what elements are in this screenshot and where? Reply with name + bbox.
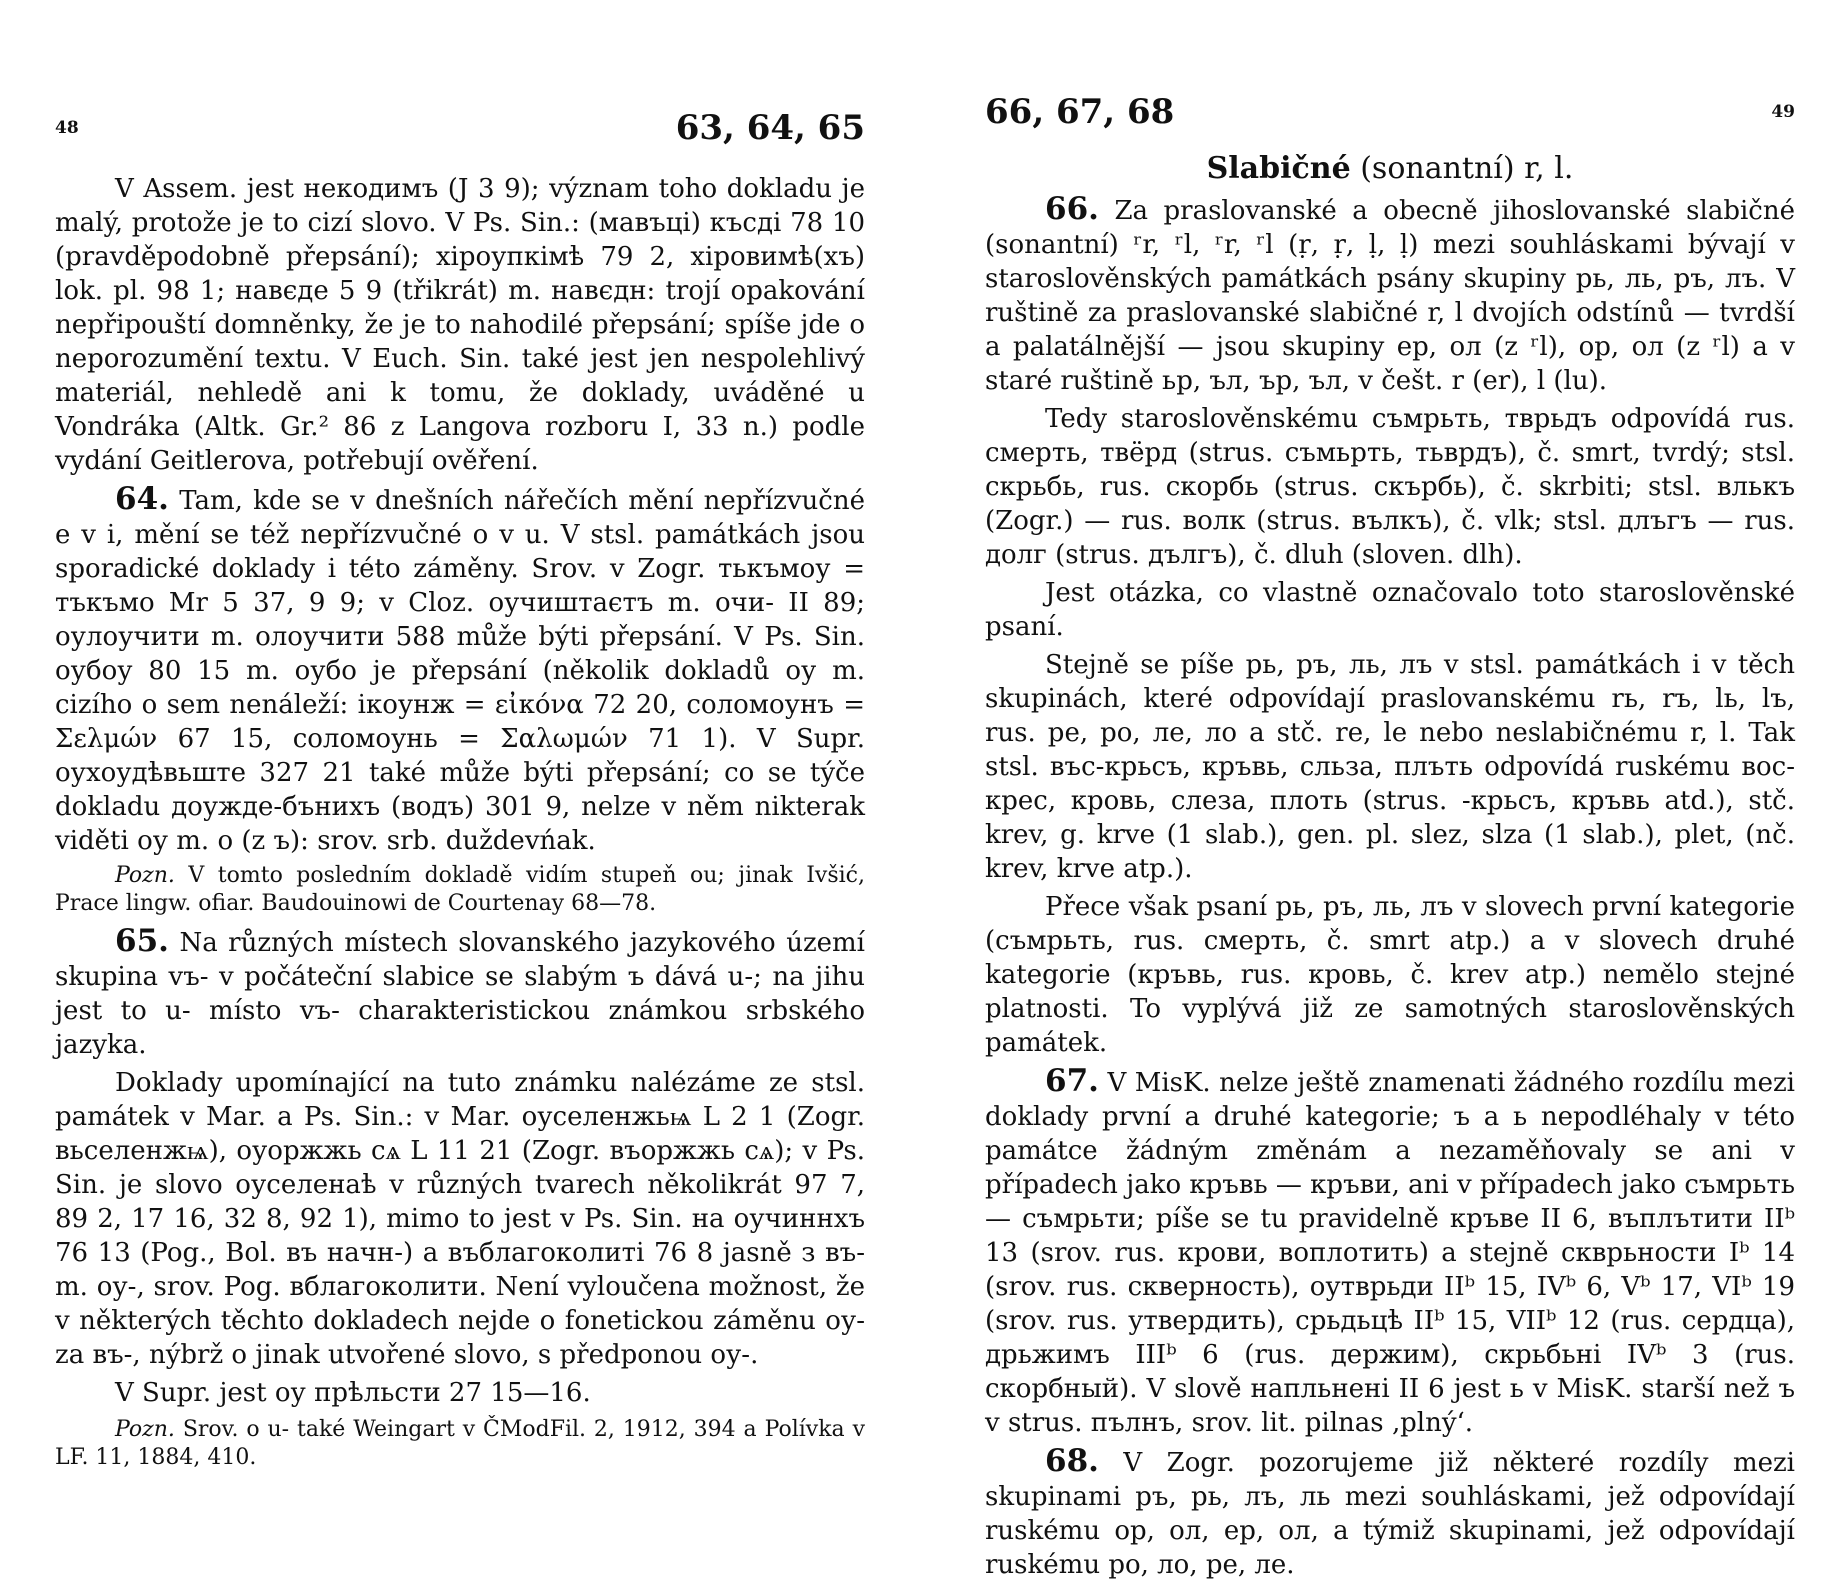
paragraph-67 xyxy=(985,1064,1795,1440)
paragraph-65-supr xyxy=(55,1376,865,1410)
section-number-65: 65. xyxy=(115,923,169,959)
paragraph-65-doklady xyxy=(55,1066,865,1372)
paragraph-66-tedy xyxy=(985,402,1795,572)
note-text: Srov. o u- také Weingart v ČModFil. 2, 1912, 394 a Polívka v LF. 11, 1884, 410. xyxy=(55,1417,865,1470)
paragraph-63-continued xyxy=(55,172,865,478)
heading-rest: (sonantní) r, l. xyxy=(1360,151,1574,186)
heading-bold: Slabičné xyxy=(1206,151,1351,186)
right-section-numbers: 66, 67, 68 xyxy=(985,92,1175,132)
paragraph-66-prece xyxy=(985,890,1795,1060)
paragraph-66-otazka xyxy=(985,576,1795,644)
note-label: Pozn. xyxy=(115,1417,175,1442)
paragraph-text: Stejně se píše рь, ръ, ль, лъ v stsl. památkách i v těch skupinách, které odpovídají praslovanskému rь, rъ, lь, lъ, rus. ре, ро, ле, ло a stč. re, le nebo neslabičnému r, l. Tak stsl. въс-крьсъ, кръвь, сльза, плъть odpovídá ruskému вос-крес, кровь, слеза, плоть (strus. -крьсъ, кръвь atd.), stč. krev, g. krve (1 slab.), gen. pl. slez, slza (1 slab.), plet, (nč. krev, krve atp.). xyxy=(985,650,1795,884)
paragraph-text: V Supr. jest оу прѣльсти 27 15—16. xyxy=(115,1378,591,1408)
paragraph-text: Přece však psaní рь, ръ, ль, лъ v slovech první kategorie (съмрьть, rus. смерть, č. smrt atp.) a v slovech druhé kategorie (кръвь, rus. кровь, č. krev atp.) nemělo stejné platnosti. To vyplývá již ze samotných staroslověnských památek. xyxy=(985,892,1795,1058)
right-page-number: 49 xyxy=(1771,102,1795,122)
right-page-body xyxy=(985,150,1795,1582)
paragraph-text: V MisK. nelze ještě znamenati žádného rozdílu mezi doklady první a druhé kategorie; ъ a ь nepodléhaly v této památce žádným změnám a nezaměňovaly se ani v případech jako кръвь — кръви, ani v případech jako съмрьть — съмрьти; píše se tu pravidelně кръве II 6, въплътити IIᵇ 13 (srov. rus. крови, воплотить) a stejně скврьности Iᵇ 14 (srov. rus. скверность), оутврьди IIᵇ 15, IVᵇ 6, Vᵇ 17, VIᵇ 19 (srov. rus. утвердить), срьдьцѣ IIᵇ 15, VIIᵇ 12 (rus. сердца), дрьжимъ IIIᵇ 6 (rus. держим), скрьбьні IVᵇ 3 (rus. скорбный). V slově напльнені II 6 jest ь v MisK. starší než ъ v strus. пълнъ, srov. lit. pilnas ‚plný‘. xyxy=(985,1068,1796,1438)
note-text: V tomto posledním dokladě vidím stupeň ou; jinak Ivšić, Prace lingw. ofiar. Baudouinowi de Courtenay 68—78. xyxy=(55,863,865,916)
left-page-body xyxy=(55,172,865,1472)
paragraph-text: V Assem. jest некодимъ (J 3 9); význam toho dokladu je malý, protože je to cizí slovo. V Ps. Sin.: (мавъці) късді 78 10 (pravděpodobně přepsání); хіроупкімѣ 79 2, хіровимѣ(хъ) lok. pl. 98 1; навєде 5 9 (třikrát) m. навєдн: trojí opakování nepřipouští domněnky, že je to nahodilé přepsání; spíše jde o neporozumění textu. V Euch. Sin. také jest jen nespolehlivý materiál, nehledě ani k tomu, že doklady, uváděné u Vondráka (Altk. Gr.² 86 z Langova rozboru I, 33 n.) podle vydání Geitlerova, potřebují ověření. xyxy=(55,174,865,476)
note-65 xyxy=(55,1416,865,1472)
paragraph-64 xyxy=(55,482,865,858)
section-number-66: 66. xyxy=(1045,191,1099,227)
section-heading xyxy=(985,150,1795,188)
paragraph-66-stejne xyxy=(985,648,1795,886)
left-page-number: 48 xyxy=(55,118,79,138)
note-label: Pozn. xyxy=(115,863,175,888)
paragraph-66 xyxy=(985,192,1795,398)
paragraph-65 xyxy=(55,924,865,1062)
note-64 xyxy=(55,862,865,918)
paragraph-text: V Zogr. pozorujeme již některé rozdíly mezi skupinami ръ, рь, лъ, ль mezi souhláskami, jež odpovídají ruskému ор, ол, ер, ол, a týmiž skupinami, jež odpovídají ruskému ро, ло, ре, ле. xyxy=(985,1448,1795,1580)
paragraph-text: Tam, kde se v dnešních nářečích mění nepřízvučné e v i, mění se též nepřízvučné o v u. V stsl. památkách jsou sporadické doklady i této záměny. Srov. v Zogr. тькъмоу = тъкъмо Mr 5 37, 9 9; v Cloz. оучиштаєтъ m. очи- II 89; оулоучити m. олоучити 588 může býti přepsání. V Ps. Sin. оубоу 80 15 m. оубо je přepsání (několik dokladů оу m. cizího o sem nenáleží: ікоунж = εἰκόνα 72 20, соломоунъ = Σελμών 67 15, соломоунь = Σαλωμών 71 1). V Supr. оухоудѣвьште 327 21 také může býti přepsání; co se týče dokladu доужде-бънихъ (водъ) 301 9, nelze v něm nikterak viděti оу m. о (z ъ): srov. srb. duždevńak. xyxy=(55,486,865,856)
paragraph-text: Doklady upomínající na tuto známku nalézáme ze stsl. památek v Mar. a Ps. Sin.: v Mar. оуселенжьѩ L 2 1 (Zogr. вьселенжѩ), оуоржжь сѧ L 11 21 (Zogr. въоржжь сѧ); v Ps. Sin. je slovo оуселенаѣ v různých tvarech několikrát 97 7, 89 2, 17 16, 32 8, 92 1), mimo to jest v Ps. Sin. на оучиннхъ 76 13 (Pog., Bol. въ начн-) a въблагоколиті 76 8 jasně з въ- m. оу-, srov. Pog. вблагоколити. Není vyloučena možnost, že v některých těchto dokladech nejde o fonetickou záměnu оу- za въ-, nýbrž o jinak utvořené slovo, s předponou оу-. xyxy=(55,1068,865,1370)
paragraph-68 xyxy=(985,1444,1795,1582)
left-section-numbers: 63, 64, 65 xyxy=(675,108,865,148)
paragraph-text: Tedy staroslověnskému съмрьть, тврьдъ odpovídá rus. смерть, твёрд (strus. съмьрть, тьврдъ), č. smrt, tvrdý; stsl. скрьбь, rus. скорбь (strus. скърбь), č. skrbiti; stsl. влькъ (Zogr.) — rus. волк (strus. вълкъ), č. vlk; stsl. длъгъ — rus. долг (strus. дългъ), č. dluh (sloven. dlh). xyxy=(985,404,1795,570)
section-number-67: 67. xyxy=(1045,1063,1099,1099)
section-number-68: 68. xyxy=(1045,1443,1099,1479)
section-number-64: 64. xyxy=(115,481,169,517)
paragraph-text: Za praslovanské a obecně jihoslovanské slabičné (sonantní) ʳr, ʳl, ʳr, ʳl (ṛ, ṛ, ḷ, ḷ) mezi souhláskami bývají v staroslověnských památkách psány skupiny рь, ль, ръ, лъ. V ruštině za praslovanské slabičné r, l dvojích odstínů — tvrdší a palatálnější — jsou skupiny ер, ол (z ʳl), ор, ол (z ʳl) a v staré ruštině ьр, ъл, ър, ъл, v češt. r (er), l (lu). xyxy=(985,196,1795,396)
paragraph-text: Na různých místech slovanského jazykového území skupina vъ- v počáteční slabice se slabým ъ dává u-; na jihu jest to u- místo vъ- charakteristickou známkou srbského jazyka. xyxy=(55,928,865,1060)
paragraph-text: Jest otázka, co vlastně označovalo toto staroslověnské psaní. xyxy=(985,578,1795,642)
